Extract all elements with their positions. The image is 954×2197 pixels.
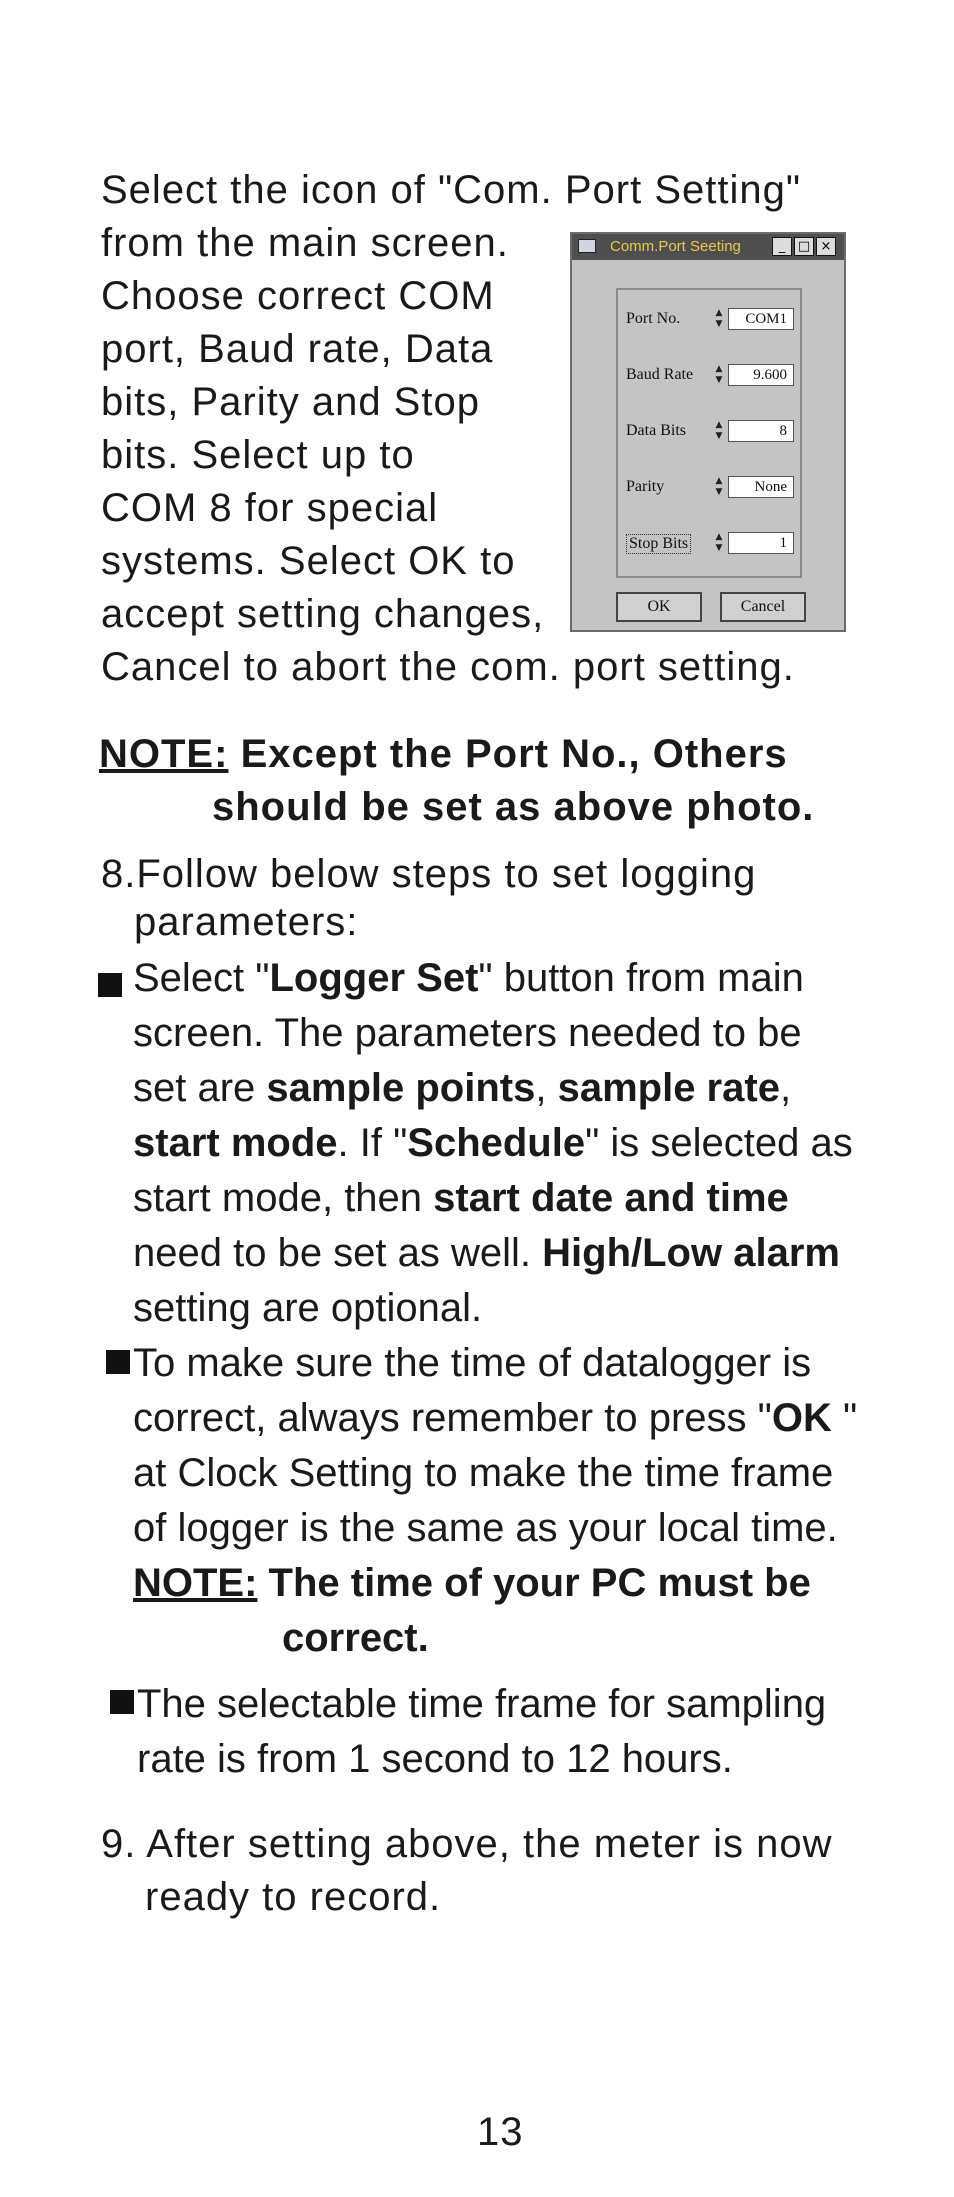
bullet-2-note-line-2: correct. xyxy=(282,1616,429,1660)
parity-field[interactable]: None xyxy=(728,476,794,498)
baud-rate-spin-icon[interactable]: ▲ ▼ xyxy=(715,364,723,385)
data-bits-label: Data Bits xyxy=(626,422,686,439)
note-1-prefix: NOTE: xyxy=(99,732,229,776)
port-no-label: Port No. xyxy=(626,310,681,327)
bullet-3-icon xyxy=(110,1690,134,1714)
settings-group xyxy=(616,288,802,578)
step-9-line-1: 9. After setting above, the meter is now xyxy=(101,1822,833,1866)
intro-line-6: bits. Select up to xyxy=(101,433,415,477)
step-8-line-2: parameters: xyxy=(134,900,359,944)
intro-line-8: systems. Select OK to xyxy=(101,539,516,583)
bullet-1-line-5: start mode, then start date and time xyxy=(133,1176,789,1220)
intro-line-1: Select the icon of "Com. Port Setting" xyxy=(101,168,802,212)
app-icon xyxy=(578,239,596,253)
bullet-2-line-3: at Clock Setting to make the time frame xyxy=(133,1451,834,1495)
bullet-2-line-2: correct, always remember to press "OK " xyxy=(133,1396,858,1440)
bullet-1-line-2: screen. The parameters needed to be xyxy=(133,1011,802,1055)
note-1-line-1 xyxy=(99,728,788,780)
dialog-title-bar xyxy=(572,234,844,260)
stop-bits-spin-icon[interactable]: ▲ ▼ xyxy=(715,532,723,553)
com-port-dialog xyxy=(570,232,846,632)
data-bits-spin-icon[interactable]: ▲ ▼ xyxy=(715,420,723,441)
parity-spin-icon[interactable]: ▲ ▼ xyxy=(715,476,723,497)
ok-button[interactable]: OK xyxy=(616,592,702,622)
intro-line-10: Cancel to abort the com. port setting. xyxy=(101,645,795,689)
bullet-3-line-1: The selectable time frame for sampling xyxy=(137,1682,827,1726)
data-bits-field[interactable]: 8 xyxy=(728,420,794,442)
step-9-line-2: ready to record. xyxy=(145,1875,442,1919)
bullet-1-line-1: Select "Logger Set" button from main xyxy=(133,956,804,1000)
intro-line-3: Choose correct COM xyxy=(101,274,495,318)
bullet-2-icon xyxy=(106,1350,130,1374)
intro-line-2: from the main screen. xyxy=(101,221,509,265)
bullet-1-line-3: set are sample points, sample rate, xyxy=(133,1066,792,1110)
bullet-1-line-7: setting are optional. xyxy=(133,1286,483,1330)
page-number: 13 xyxy=(477,2110,524,2154)
note-1-line-2: should be set as above photo. xyxy=(212,785,815,829)
bullet-2-line-1: To make sure the time of datalogger is xyxy=(133,1341,812,1385)
intro-line-7: COM 8 for special xyxy=(101,486,439,530)
cancel-button[interactable]: Cancel xyxy=(720,592,806,622)
parity-label: Parity xyxy=(626,478,665,495)
stop-bits-label: Stop Bits xyxy=(626,534,691,554)
minimize-icon[interactable]: _ xyxy=(772,237,792,256)
dialog-title: Comm.Port Seeting xyxy=(610,238,741,255)
intro-line-5: bits, Parity and Stop xyxy=(101,380,480,424)
bullet-2-line-4: of logger is the same as your local time. xyxy=(133,1506,838,1550)
bullet-1-icon xyxy=(98,973,122,997)
bullet-2-note-line-1: NOTE: The time of your PC must be xyxy=(133,1561,811,1605)
note-1-text-1: Except the Port No., Others xyxy=(240,732,788,776)
stop-bits-field[interactable]: 1 xyxy=(728,532,794,554)
step-8-line-1: 8.Follow below steps to set logging xyxy=(101,852,757,896)
bullet-1-line-6: need to be set as well. High/Low alarm xyxy=(133,1231,840,1275)
intro-line-4: port, Baud rate, Data xyxy=(101,327,494,371)
bullet-1-line-4: start mode. If "Schedule" is selected as xyxy=(133,1121,853,1165)
port-no-field[interactable]: COM1 xyxy=(728,308,794,330)
bullet-3-line-2: rate is from 1 second to 12 hours. xyxy=(137,1737,733,1781)
baud-rate-field[interactable]: 9.600 xyxy=(728,364,794,386)
intro-line-9: accept setting changes, xyxy=(101,592,545,636)
port-no-spin-icon[interactable]: ▲ ▼ xyxy=(715,308,723,329)
close-icon[interactable]: × xyxy=(816,237,836,256)
baud-rate-label: Baud Rate xyxy=(626,366,694,383)
maximize-icon[interactable]: □ xyxy=(794,237,814,256)
